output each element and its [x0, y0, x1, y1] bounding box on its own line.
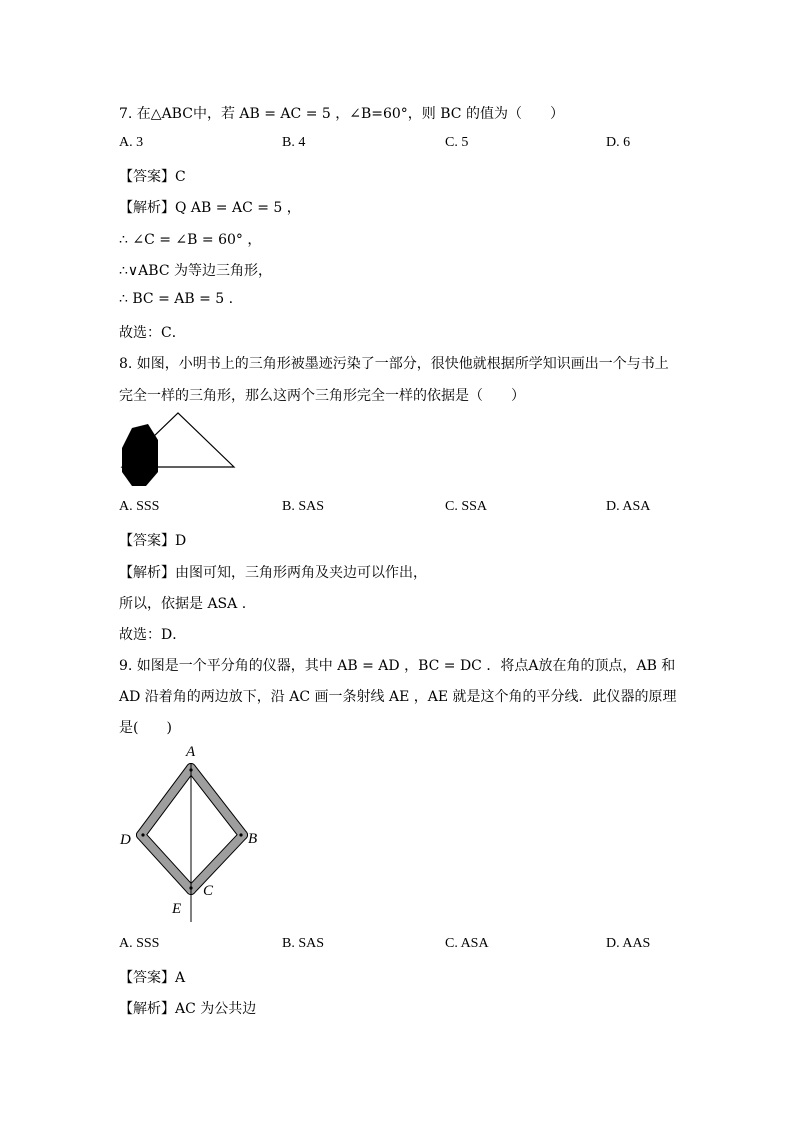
- ink-stained-triangle-figure: [118, 408, 240, 490]
- q7-conclusion: 故选：C．: [119, 325, 186, 341]
- q9-answer: 【答案】A: [119, 970, 186, 986]
- q7-stem: 7. 在△ABC中，若 AB = AC = 5 ，∠B=60°，则 BC 的值为（ ）: [119, 106, 564, 122]
- q8-option-c: C. SSA: [445, 499, 488, 514]
- instrument-arms-outline: [141, 768, 243, 890]
- q7-answer: 【答案】C: [119, 169, 186, 185]
- instrument-arms: [141, 768, 243, 890]
- q8-conclusion: 故选：D．: [119, 627, 187, 643]
- q8-answer: 【答案】D: [119, 533, 187, 549]
- angle-bisector-instrument-figure: [115, 740, 275, 925]
- q8-analysis-1: 【解析】由图可知，三角形两角及夹边可以作出，: [119, 565, 427, 581]
- q7-analysis-2: ∴ ∠C = ∠B = 60° ，: [119, 232, 262, 248]
- q9-option-d: D. AAS: [606, 936, 651, 951]
- label-b: B: [248, 831, 258, 847]
- q9-option-c: C. ASA: [445, 936, 489, 951]
- label-d: D: [120, 832, 131, 848]
- q7-option-d: D. 6: [606, 135, 631, 150]
- point-b: [239, 833, 242, 836]
- q8-stem-line-2: 完全一样的三角形，那么这两个三角形完全一样的依据是（ ）: [119, 388, 525, 404]
- point-d: [141, 833, 144, 836]
- label-e: E: [172, 901, 182, 917]
- label-c: C: [203, 883, 214, 899]
- q8-option-a: A. SSS: [119, 499, 160, 514]
- point-a: [189, 768, 192, 771]
- ink-blot: [122, 424, 158, 486]
- q7-analysis-4: ∴ BC = AB = 5 .: [119, 291, 234, 307]
- label-a: A: [186, 744, 196, 760]
- q9-stem-line-1: 9. 如图是一个平分角的仪器，其中 AB = AD ，BC = DC ．将点A放在角的顶点，AB 和: [119, 658, 676, 674]
- q7-analysis-1: 【解析】Q AB = AC = 5 ，: [119, 200, 301, 216]
- q7-option-c: C. 5: [445, 135, 469, 150]
- q9-analysis-1: 【解析】AC 为公共边: [119, 1001, 257, 1017]
- q9-option-b: B. SAS: [282, 936, 325, 951]
- q8-analysis-2: 所以，依据是 ASA .: [119, 596, 247, 612]
- q9-stem-line-3: 是( ): [119, 720, 172, 736]
- q7-analysis-3: ∴∨ABC 为等边三角形，: [119, 263, 272, 279]
- q7-option-b: B. 4: [282, 135, 306, 150]
- q8-option-d: D. ASA: [606, 499, 651, 514]
- q8-stem-line-1: 8. 如图，小明书上的三角形被墨迹污染了一部分，很快他就根据所学知识画出一个与书上: [119, 356, 669, 372]
- q7-option-a: A. 3: [119, 135, 144, 150]
- q9-stem-line-2: AD 沿着角的两边放下，沿 AC 画一条射线 AE ，AE 就是这个角的平分线．此仪器的原理: [119, 689, 677, 705]
- q9-option-a: A. SSS: [119, 936, 160, 951]
- q8-option-b: B. SAS: [282, 499, 325, 514]
- point-c: [189, 886, 192, 889]
